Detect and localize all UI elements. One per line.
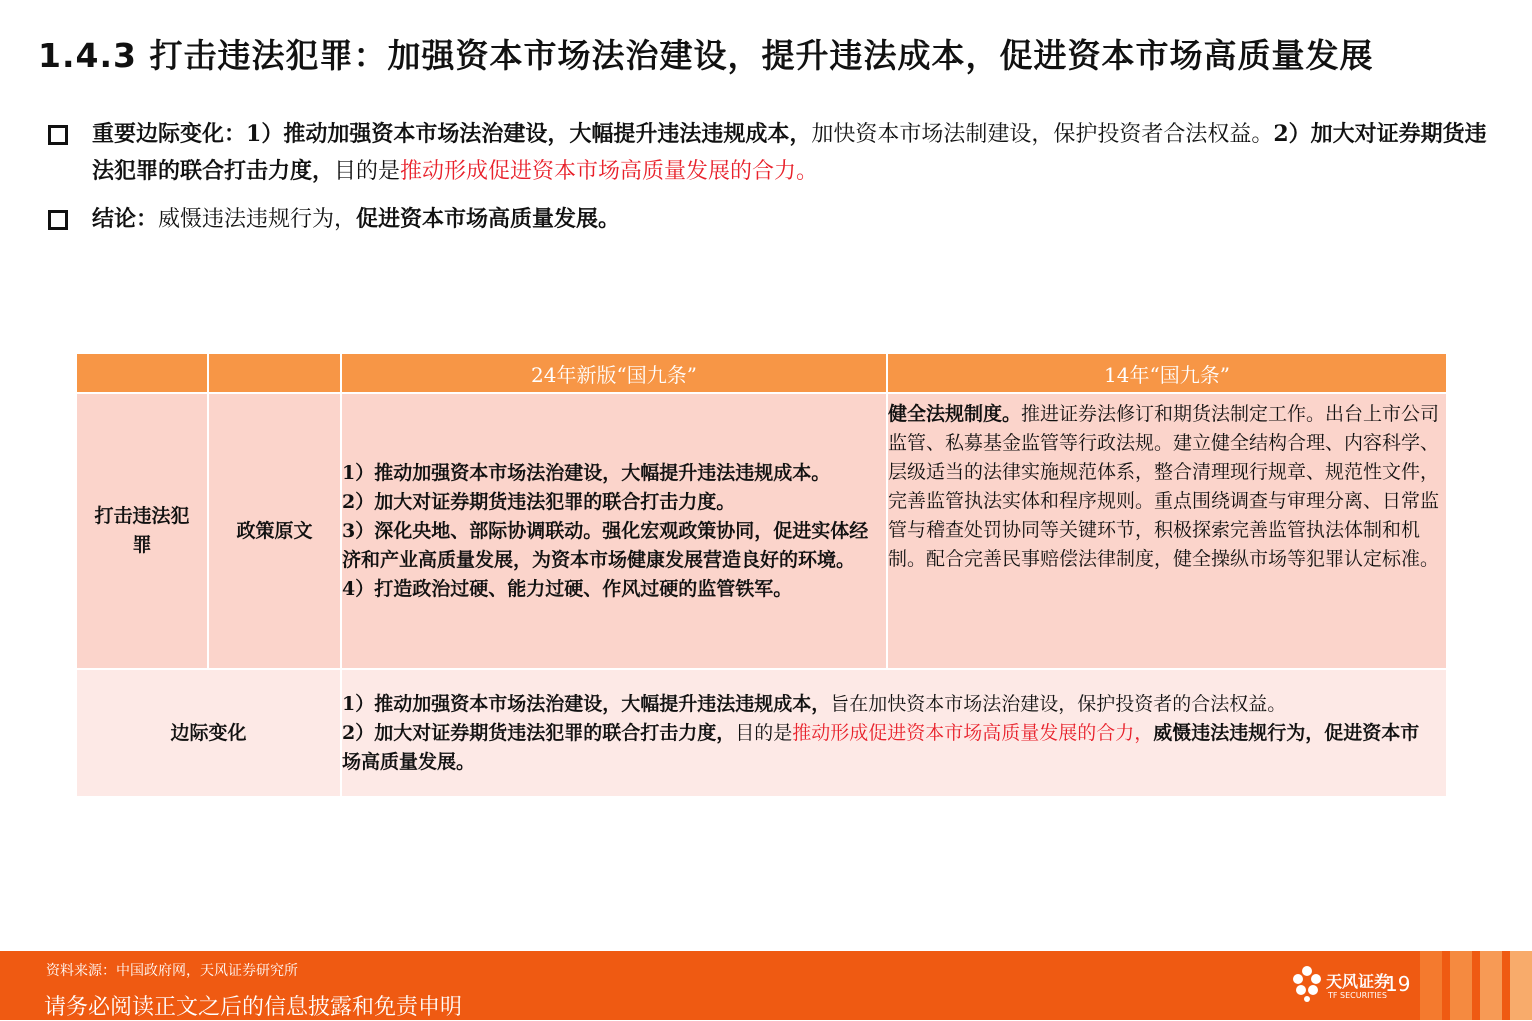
footer-stripes-decoration — [1420, 951, 1532, 1020]
page-title: 1.4.3 打击违法犯罪：加强资本市场法治建设，提升违法成本，促进资本市场高质量发展 — [38, 36, 1374, 75]
source-note: 资料来源：中国政府网，天风证券研究所 — [46, 963, 298, 979]
list-item: 1）推动加强资本市场法治建设，大幅提升违法违规成本。 — [342, 461, 831, 484]
marginal-change-cell — [341, 669, 1447, 797]
bullet-marginal-change — [48, 116, 1488, 190]
item-bold: 1）推动加强资本市场法治建设，大幅提升违法违规成本， — [342, 692, 831, 715]
company-logo — [1290, 963, 1400, 1009]
logo-name: 天风证券 — [1326, 972, 1391, 991]
bullet-label: 重要边际变化： — [92, 121, 247, 147]
list-item: 4）打造政治过硬、能力过硬、作风过硬的监管铁军。 — [342, 577, 793, 600]
category-cell: 打击违法犯罪 — [76, 393, 208, 669]
bullet-seg: 2）加大对证券期货违法犯罪的联合打击力度， — [92, 121, 1487, 184]
new-policy-cell — [341, 393, 887, 669]
list-item: 2）加大对证券期货违法犯罪的联合打击力度。 — [342, 490, 736, 513]
list-item: 3）深化央地、部际协调联动。强化宏观政策协同，促进实体经济和产业高质量发展，为资本市场健康发展营造良好的环境。 — [342, 519, 869, 571]
bullet-label: 结论： — [92, 206, 159, 232]
bullet-text — [92, 201, 1488, 238]
header-cell-blank — [76, 353, 208, 393]
bullet-seg: 威慑违法违规行为， — [158, 207, 357, 232]
table-header-row — [76, 353, 1447, 393]
old-policy-heading: 健全法规制度。 — [888, 403, 1022, 425]
list-item — [342, 719, 1430, 777]
checkbox-square-icon — [48, 125, 68, 145]
list-item — [342, 690, 1430, 719]
logo-subtitle: TF SECURITIES — [1328, 991, 1387, 1000]
header-cell-new-version: 24年新版“国九条” — [341, 353, 887, 393]
bullet-conclusion — [48, 201, 1488, 238]
bullet-text — [92, 116, 1488, 190]
item-text: 目的是 — [735, 721, 793, 744]
item-bold: 2）加大对证券期货违法犯罪的联合打击力度， — [342, 721, 736, 744]
subcategory-cell: 政策原文 — [208, 393, 341, 669]
bullet-seg-highlight: 推动形成促进资本市场高质量发展的合力。 — [400, 159, 819, 184]
bullet-seg: 1）推动加强资本市场法治建设，大幅提升违法违规成本， — [246, 121, 812, 147]
bullet-seg: 促进资本市场高质量发展。 — [356, 206, 621, 232]
item-bold: 威慑违法违规行为，促进资本市场高质量发展。 — [342, 721, 1420, 773]
old-policy-cell — [887, 393, 1447, 669]
bullet-seg: 加快资本市场法制建设，保护投资者合法权益。 — [811, 122, 1274, 147]
table-row — [76, 393, 1447, 669]
checkbox-square-icon — [48, 210, 68, 230]
item-text: 旨在加快资本市场法治建设，保护投资者的合法权益。 — [830, 692, 1287, 715]
category-cell: 边际变化 — [76, 669, 341, 797]
flower-logo-icon — [1290, 963, 1324, 1003]
item-highlight: 推动形成促进资本市场高质量发展的合力， — [792, 721, 1154, 744]
header-cell-old-version: 14年“国九条” — [887, 353, 1447, 393]
page-number: 19 — [1385, 972, 1411, 996]
bullet-seg: 目的是 — [334, 159, 401, 184]
old-policy-text: 推进证券法修订和期货法制定工作。出台上市公司监管、私募基金监管等行政法规。建立健全结构合理、内容科学、层级适当的法律实施规范体系，整合清理现行规章、规范性文件，完善监管执法实体和程序规则。重点围绕调查与审理分离、日常监管与稽查处罚协同等关键环节，积极探索完善监管执法体制和机制。配合完善民事赔偿法律制度，健全操纵市场等犯罪认定标准。 — [888, 403, 1440, 570]
header-cell-blank — [208, 353, 341, 393]
table-row — [76, 669, 1447, 797]
disclaimer-text: 请务必阅读正文之后的信息披露和免责申明 — [44, 995, 463, 1020]
comparison-table — [75, 352, 1448, 798]
